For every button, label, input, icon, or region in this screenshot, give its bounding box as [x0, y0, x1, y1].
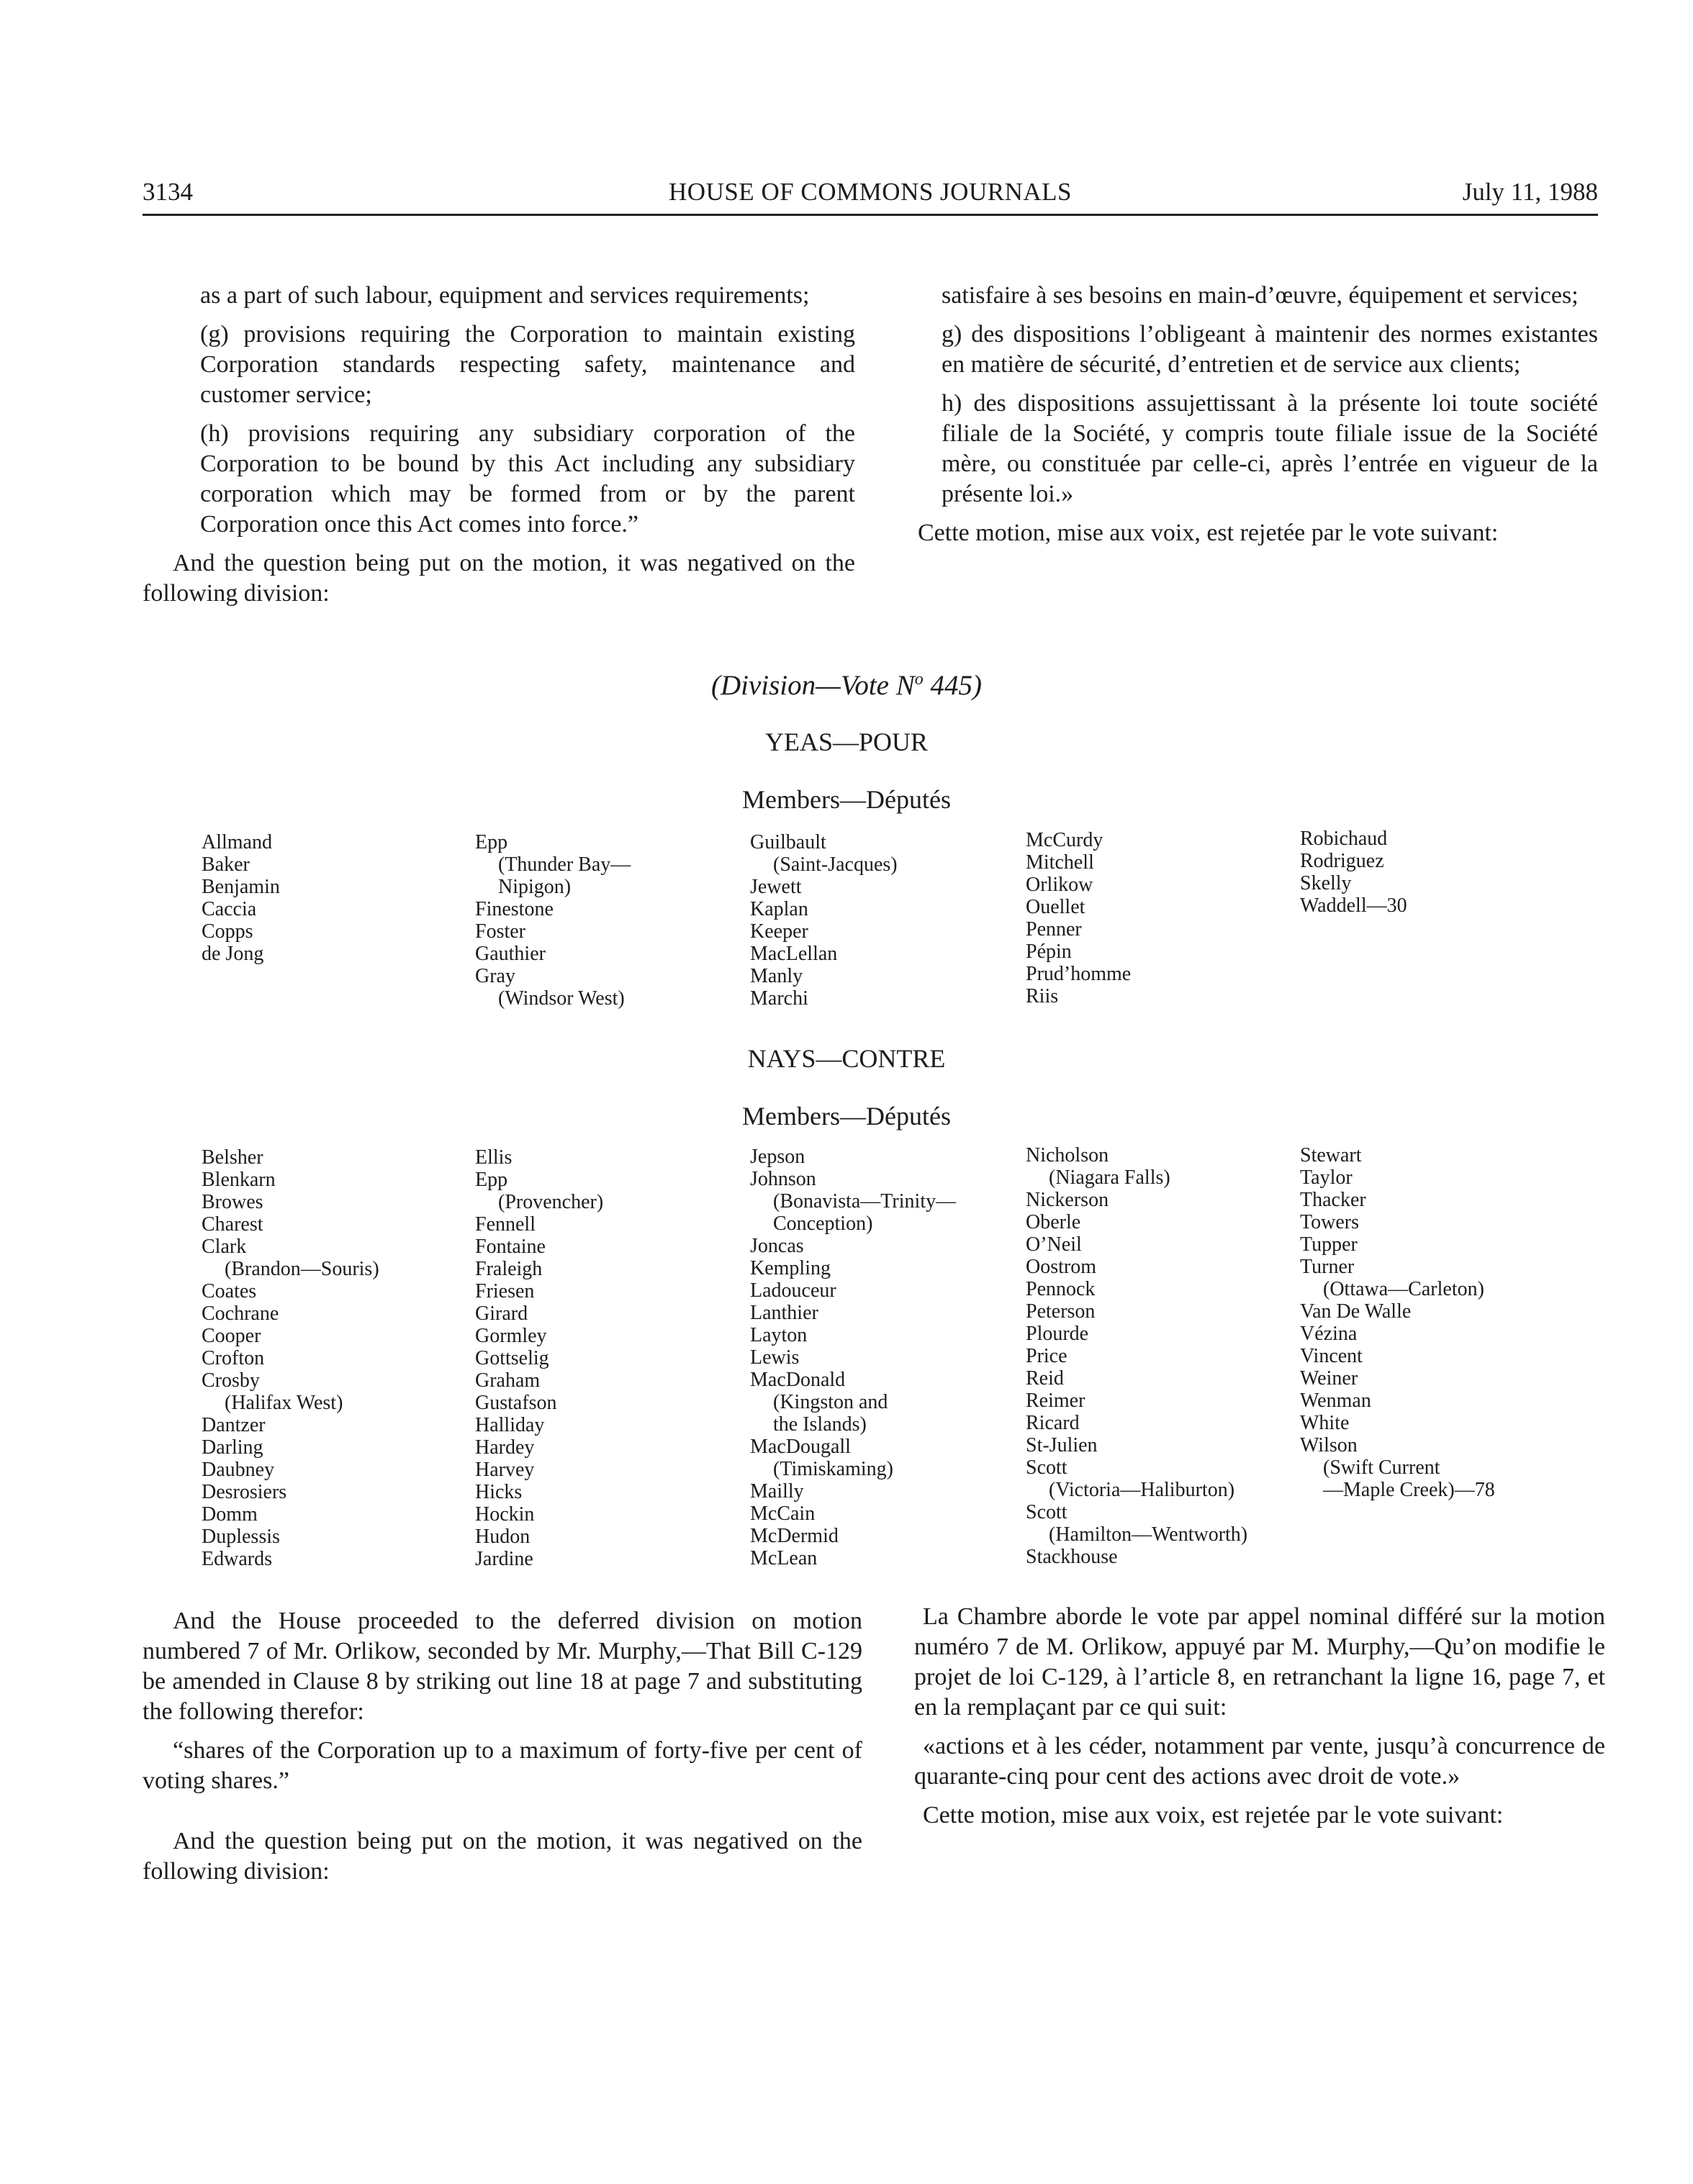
- nay-member-name: O’Neil: [1026, 1233, 1082, 1256]
- yea-member-name: Keeper: [750, 920, 808, 943]
- nay-member-name: Oberle: [1026, 1211, 1081, 1233]
- nay-member-name: Ricard: [1026, 1412, 1080, 1434]
- nay-member-name: Plourde: [1026, 1323, 1089, 1345]
- yea-member-name: Nipigon): [498, 876, 572, 898]
- page-number: 3134: [143, 178, 193, 206]
- yea-member-name: de Jong: [202, 943, 264, 965]
- nay-member-name: Charest: [202, 1213, 263, 1236]
- yea-member-name: Prud’homme: [1026, 963, 1132, 985]
- nay-member-name: (Halifax West): [225, 1392, 343, 1414]
- nay-member-name: Nickerson: [1026, 1189, 1109, 1211]
- nay-member-name: Layton: [750, 1324, 808, 1346]
- nay-member-name: (Kingston and: [773, 1391, 888, 1413]
- bottom-fr-paragraph-3: Cette motion, mise aux voix, est rejetée par le vote suivant:: [923, 1802, 1504, 1829]
- nay-member-name: Reimer: [1026, 1390, 1085, 1412]
- nay-member-name: (Swift Current: [1323, 1456, 1440, 1479]
- nay-member-name: (Victoria—Haliburton): [1049, 1479, 1235, 1501]
- nay-member-name: Mailly: [750, 1480, 804, 1503]
- nays-column-3: [750, 1146, 956, 1569]
- nay-member-name: Browes: [202, 1191, 263, 1213]
- nays-column-1: [202, 1146, 379, 1570]
- nay-member-name: Hicks: [475, 1481, 523, 1503]
- nay-member-name: Crosby: [202, 1369, 260, 1392]
- nay-member-name: (Hamilton—Wentworth): [1049, 1523, 1248, 1546]
- nay-member-name: McLean: [750, 1547, 818, 1569]
- nay-member-name: Darling: [202, 1436, 263, 1459]
- nay-member-name: Coates: [202, 1280, 257, 1302]
- nay-member-name: Hudon: [475, 1526, 531, 1548]
- nay-member-name: Gustafson: [475, 1392, 557, 1414]
- yea-member-name: Benjamin: [202, 876, 280, 898]
- yea-member-name: Finestone: [475, 898, 554, 920]
- yeas-column-2: [475, 831, 631, 1010]
- bottom-english-column: [143, 1606, 862, 1895]
- yea-member-name: McCurdy: [1026, 829, 1103, 851]
- page-header: [143, 178, 1598, 214]
- nay-member-name: Jardine: [475, 1548, 533, 1570]
- yea-member-name: (Windsor West): [498, 987, 625, 1010]
- yea-member-name: Jewett: [750, 876, 802, 898]
- bottom-fr-paragraph-2: «actions et à les céder, notamment par vente, jusqu’à concurrence de quarante-cinq pour cent des actions avec droit de vote.»: [914, 1733, 1605, 1790]
- nay-member-name: Lewis: [750, 1346, 800, 1369]
- nay-member-name: Gottselig: [475, 1347, 549, 1369]
- bottom-en-paragraph-3: And the question being put on the motion, it was negatived on the following division:: [143, 1828, 862, 1885]
- yea-member-name: Riis: [1026, 985, 1059, 1007]
- nay-member-name: (Niagara Falls): [1049, 1166, 1170, 1189]
- top-fr-paragraph-3: h) des dispositions assujettissant à la présente loi toute société filiale de la Société, y compris toute filiale issue de la Société mère, ou constituée par celle-ci, après l’entrée en vigueur de la présente loi.»: [942, 390, 1598, 507]
- nay-member-name: Fraleigh: [475, 1258, 543, 1280]
- top-fr-paragraph-2: g) des dispositions l’obligeant à maintenir des normes existantes en matière de sécurité, d’entretien et de service aux clients;: [942, 321, 1598, 378]
- nays-column-2: [475, 1146, 603, 1570]
- nay-member-name: Turner: [1300, 1256, 1355, 1278]
- nay-member-name: Reid: [1026, 1367, 1064, 1390]
- nay-member-name: Van De Walle: [1300, 1300, 1412, 1323]
- nay-member-name: Belsher: [202, 1146, 263, 1169]
- yea-member-name: MacLellan: [750, 943, 838, 965]
- nay-member-name: Daubney: [202, 1459, 275, 1481]
- yea-member-name: Waddell—30: [1300, 894, 1407, 917]
- nay-member-name: Hardey: [475, 1436, 535, 1459]
- nay-member-name: Domm: [202, 1503, 258, 1526]
- yea-member-name: Caccia: [202, 898, 257, 920]
- nay-member-name: Girard: [475, 1302, 528, 1325]
- nay-member-name: Vézina: [1300, 1323, 1358, 1345]
- nay-member-name: Stewart: [1300, 1144, 1362, 1166]
- yea-member-name: (Saint-Jacques): [773, 853, 898, 876]
- nay-member-name: Ladouceur: [750, 1279, 836, 1302]
- division-sup: o: [914, 670, 924, 689]
- nay-member-name: —Maple Creek)—78: [1323, 1479, 1495, 1501]
- nay-member-name: Scott: [1026, 1456, 1067, 1479]
- nay-member-name: Graham: [475, 1369, 541, 1392]
- yea-member-name: Robichaud: [1300, 828, 1388, 850]
- yea-member-name: Orlikow: [1026, 874, 1093, 896]
- yea-member-name: Gauthier: [475, 943, 546, 965]
- nay-member-name: Edwards: [202, 1548, 272, 1570]
- nays-column-5: [1300, 1144, 1495, 1501]
- nay-member-name: Oostrom: [1026, 1256, 1096, 1278]
- bottom-french-column: [914, 1602, 1605, 1839]
- nay-member-name: Gormley: [475, 1325, 547, 1347]
- nay-member-name: (Ottawa—Carleton): [1323, 1278, 1484, 1300]
- yea-member-name: Gray: [475, 965, 515, 987]
- top-en-paragraph-4: And the question being put on the motion, it was negatived on the following division:: [143, 550, 855, 607]
- nay-member-name: Kempling: [750, 1257, 831, 1279]
- nay-member-name: (Bonavista—Trinity—: [773, 1190, 957, 1213]
- nay-member-name: Ellis: [475, 1146, 513, 1169]
- nay-member-name: Vincent: [1300, 1345, 1363, 1367]
- bottom-en-paragraph-1: And the House proceeded to the deferred division on motion numbered 7 of Mr. Orlikow, seconded by Mr. Murphy,—That Bill C-129 be amended in Clause 8 by striking out line 18 at page 7 and substituting the following therefor:: [143, 1608, 862, 1725]
- top-fr-paragraph-4: Cette motion, mise aux voix, est rejetée par le vote suivant:: [918, 520, 1499, 546]
- header-rule: [143, 214, 1598, 216]
- nays-members-heading: Members—Députés: [742, 1102, 951, 1130]
- yeas-members-heading: Members—Députés: [742, 785, 951, 814]
- yea-member-name: Epp: [475, 831, 508, 853]
- nay-member-name: Cooper: [202, 1325, 261, 1347]
- nay-member-name: White: [1300, 1412, 1350, 1434]
- yea-member-name: Marchi: [750, 987, 808, 1010]
- nay-member-name: Fennell: [475, 1213, 536, 1236]
- top-english-column: [143, 281, 855, 617]
- division-heading: [0, 669, 1693, 702]
- nay-member-name: Fontaine: [475, 1236, 546, 1258]
- nays-heading: NAYS—CONTRE: [747, 1044, 946, 1073]
- nay-member-name: Blenkarn: [202, 1169, 276, 1191]
- nay-member-name: Conception): [773, 1213, 873, 1235]
- nay-member-name: Nicholson: [1026, 1144, 1109, 1166]
- yea-member-name: Rodriguez: [1300, 850, 1384, 872]
- bottom-en-paragraph-2: “shares of the Corporation up to a maximum of forty-five per cent of voting shares.”: [143, 1737, 862, 1794]
- yea-member-name: Copps: [202, 920, 253, 943]
- nay-member-name: Cochrane: [202, 1302, 279, 1325]
- yeas-column-4: [1026, 829, 1131, 1007]
- yea-member-name: (Thunder Bay—: [498, 853, 631, 876]
- division-number: 445): [923, 670, 982, 701]
- nay-member-name: McCain: [750, 1503, 816, 1525]
- nay-member-name: Peterson: [1026, 1300, 1096, 1323]
- nays-column-4: [1026, 1144, 1247, 1568]
- nay-member-name: Weiner: [1300, 1367, 1358, 1390]
- nay-member-name: Jepson: [750, 1146, 805, 1168]
- nay-member-name: MacDonald: [750, 1369, 846, 1391]
- nay-member-name: Harvey: [475, 1459, 535, 1481]
- yeas-column-3: [750, 831, 898, 1010]
- yea-member-name: Ouellet: [1026, 896, 1085, 918]
- nay-member-name: Thacker: [1300, 1189, 1366, 1211]
- nay-member-name: Friesen: [475, 1280, 535, 1302]
- yea-member-name: Manly: [750, 965, 803, 987]
- top-fr-paragraph-1: satisfaire à ses besoins en main-d’œuvre, équipement et services;: [942, 282, 1579, 309]
- nay-member-name: Towers: [1300, 1211, 1360, 1233]
- nay-member-name: (Timiskaming): [773, 1458, 893, 1480]
- nay-member-name: McDermid: [750, 1525, 839, 1547]
- nay-member-name: the Islands): [773, 1413, 867, 1436]
- nay-member-name: Clark: [202, 1236, 247, 1258]
- yeas-heading: YEAS—POUR: [764, 728, 929, 756]
- yea-member-name: Penner: [1026, 918, 1082, 941]
- nay-member-name: Hockin: [475, 1503, 535, 1526]
- top-en-paragraph-3: (h) provisions requiring any subsidiary corporation of the Corporation to be bound by this Act including any subsidiary corporation which may be formed from or by the parent Corporation once this Act comes into force.”: [200, 420, 855, 538]
- yea-member-name: Allmand: [202, 831, 272, 853]
- nay-member-name: Johnson: [750, 1168, 816, 1190]
- nay-member-name: (Brandon—Souris): [225, 1258, 379, 1280]
- nay-member-name: Pennock: [1026, 1278, 1096, 1300]
- nay-member-name: (Provencher): [498, 1191, 604, 1213]
- top-en-paragraph-2: (g) provisions requiring the Corporation to maintain existing Corporation standards respecting safety, maintenance and customer service;: [200, 321, 855, 408]
- yeas-column-1: [202, 831, 280, 965]
- nay-member-name: MacDougall: [750, 1436, 851, 1458]
- nay-member-name: St-Julien: [1026, 1434, 1098, 1456]
- bottom-fr-paragraph-1: La Chambre aborde le vote par appel nominal différé sur la motion numéro 7 de M. Orlikow, appuyé par M. Murphy,—Qu’on modifie le projet de loi C-129, à l’article 8, en retranchant la ligne 16, page 7, et en la remplaçant par ce qui suit:: [914, 1603, 1605, 1721]
- yea-member-name: Baker: [202, 853, 250, 876]
- journal-date: July 11, 1988: [1462, 178, 1598, 206]
- nay-member-name: Crofton: [202, 1347, 265, 1369]
- yea-member-name: Mitchell: [1026, 851, 1094, 874]
- yea-member-name: Foster: [475, 920, 525, 943]
- division-label: (Division—Vote N: [711, 670, 915, 701]
- yea-member-name: Pépin: [1026, 941, 1072, 963]
- nay-member-name: Epp: [475, 1169, 508, 1191]
- nay-member-name: Scott: [1026, 1501, 1067, 1523]
- yeas-column-5: [1300, 828, 1407, 917]
- nay-member-name: Wilson: [1300, 1434, 1358, 1456]
- nay-member-name: Joncas: [750, 1235, 804, 1257]
- journal-title: HOUSE OF COMMONS JOURNALS: [669, 178, 1072, 206]
- nay-member-name: Dantzer: [202, 1414, 266, 1436]
- nay-member-name: Wenman: [1300, 1390, 1371, 1412]
- top-en-paragraph-1: as a part of such labour, equipment and services requirements;: [200, 282, 810, 309]
- yea-member-name: Guilbault: [750, 831, 826, 853]
- yea-member-name: Skelly: [1300, 872, 1352, 894]
- nay-member-name: Taylor: [1300, 1166, 1353, 1189]
- nay-member-name: Tupper: [1300, 1233, 1358, 1256]
- top-french-column: [914, 281, 1598, 557]
- nay-member-name: Duplessis: [202, 1526, 280, 1548]
- nay-member-name: Desrosiers: [202, 1481, 287, 1503]
- nay-member-name: Lanthier: [750, 1302, 818, 1324]
- nay-member-name: Halliday: [475, 1414, 545, 1436]
- nay-member-name: Price: [1026, 1345, 1067, 1367]
- yea-member-name: Kaplan: [750, 898, 808, 920]
- nay-member-name: Stackhouse: [1026, 1546, 1118, 1568]
